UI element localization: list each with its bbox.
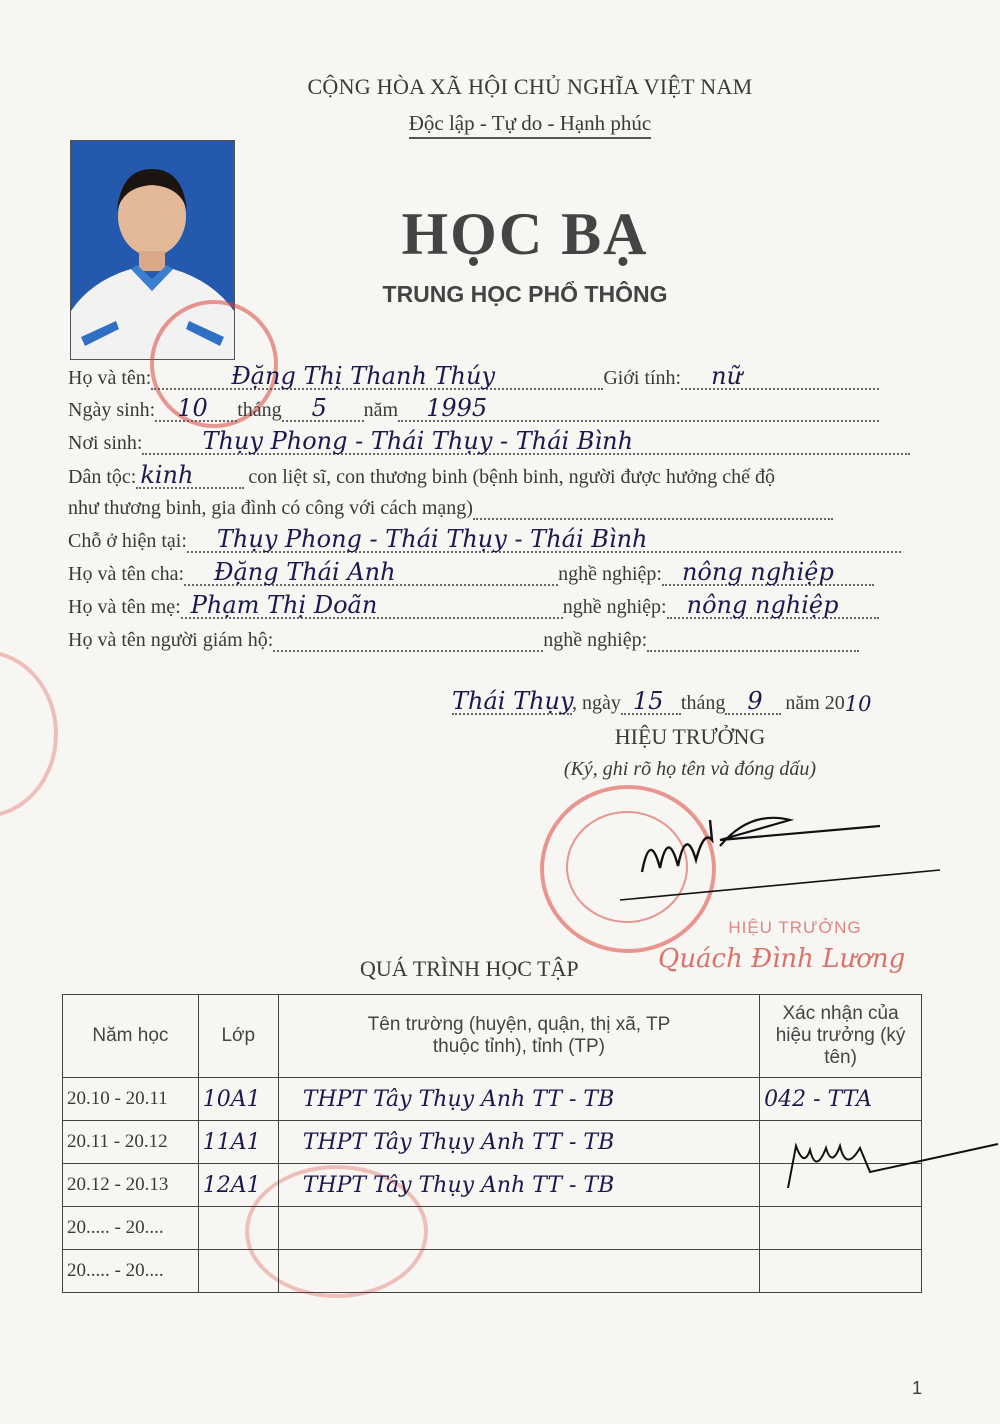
document-title: HỌC BẠ — [401, 201, 649, 267]
row-year: 20.12 - 20.13 — [63, 1164, 199, 1207]
signing-day-label: , ngày — [572, 692, 621, 714]
guardian-job-line — [647, 628, 859, 652]
ethnic-line — [136, 461, 244, 489]
row-year: 20..... - 20.... — [63, 1250, 199, 1293]
table-signature — [770, 1128, 1000, 1198]
signing-day-line — [621, 687, 681, 715]
ethnic-rest: con liệt sĩ, con thương binh (bệnh binh, người được hưởng chế độ — [248, 466, 776, 488]
dob-year-line — [398, 394, 879, 422]
mother-job: nông nghiệp — [686, 591, 839, 619]
gender-label: Giới tính: — [603, 367, 682, 389]
birthplace-line — [142, 427, 910, 455]
signing-place: Thái Thụy — [452, 687, 574, 715]
row-class: 12A1 — [198, 1164, 278, 1207]
name-row — [68, 362, 879, 394]
header-class: Lớp — [198, 995, 278, 1078]
ethnic-row — [68, 461, 776, 493]
mother-value: Phạm Thị Doãn — [190, 591, 378, 619]
motto — [0, 111, 1000, 136]
header-year: Năm học — [63, 995, 199, 1078]
mother-job-label: nghề nghiệp: — [562, 596, 667, 618]
name-value: Đặng Thị Thanh Thúy — [231, 362, 496, 390]
dob-label: Ngày sinh: — [68, 399, 156, 421]
row-class — [198, 1250, 278, 1293]
address-row — [68, 525, 901, 557]
signing-day: 15 — [632, 687, 664, 715]
address-line — [187, 525, 901, 553]
document-subtitle: TRUNG HỌC PHỔ THÔNG — [382, 281, 668, 307]
row-confirm — [760, 1207, 922, 1250]
gender-value: nữ — [711, 362, 743, 390]
birthplace-label: Nơi sinh: — [68, 432, 143, 454]
dob-row — [68, 394, 879, 426]
father-line — [184, 558, 558, 586]
guardian-label: Họ và tên người giám hộ: — [68, 629, 274, 651]
guardian-line — [273, 628, 543, 652]
ethnic-row-2 — [68, 496, 833, 524]
signing-year-label: năm 20 — [785, 692, 845, 714]
nation-header: CỘNG HÒA XÃ HỘI CHỦ NGHĨA VIỆT NAM — [307, 74, 753, 99]
name-label: Họ và tên: — [68, 367, 152, 389]
row-year: 20.10 - 20.11 — [63, 1078, 199, 1121]
signing-place-line — [452, 687, 574, 715]
signer-name-stamp: Quách Đình Lương — [658, 944, 906, 974]
table-row — [63, 1207, 922, 1250]
signing-year: 10 — [844, 692, 872, 716]
signing-month-line — [725, 687, 781, 715]
dob-month: 5 — [311, 394, 327, 422]
ethnic-line-2-dots — [473, 496, 833, 520]
address-value: Thụy Phong - Thái Thụy - Thái Bình — [216, 525, 648, 553]
signing-month: 9 — [747, 687, 763, 715]
year-label: năm — [363, 399, 399, 421]
father-job: nông nghiệp — [681, 558, 834, 586]
row-year: 20.11 - 20.12 — [63, 1121, 199, 1164]
header-school: Tên trường (huyện, quận, thị xã, TP thuộc tỉnh), tỉnh (TP) — [278, 995, 759, 1078]
month-label: tháng — [237, 399, 282, 421]
father-job-line — [662, 558, 874, 586]
mother-job-line — [667, 591, 879, 619]
signing-date — [452, 687, 872, 718]
row-school — [278, 1250, 759, 1293]
name-line — [151, 362, 603, 390]
history-title: QUÁ TRÌNH HỌC TẬP — [360, 956, 579, 981]
dob-month-line — [282, 394, 364, 422]
row-confirm: 042 - TTA — [760, 1078, 922, 1121]
principal-signature — [620, 800, 960, 910]
mother-label: Họ và tên mẹ: — [68, 596, 181, 618]
faded-stamp-left — [0, 650, 58, 818]
father-label: Họ và tên cha: — [68, 563, 185, 585]
row-year: 20..... - 20.... — [63, 1207, 199, 1250]
gender-line — [681, 362, 879, 390]
header-confirm: Xác nhận của hiệu trưởng (ký tên) — [760, 995, 922, 1078]
row-class: 11A1 — [198, 1121, 278, 1164]
history-header-row — [63, 995, 922, 1078]
dob-day: 10 — [177, 394, 208, 422]
address-label: Chỗ ở hiện tại: — [68, 530, 187, 552]
row-class: 10A1 — [198, 1078, 278, 1121]
father-value: Đặng Thái Anh — [214, 558, 396, 586]
principal-title: HIỆU TRƯỞNG — [614, 724, 766, 749]
motto-text: Độc lập - Tự do - Hạnh phúc — [409, 111, 652, 139]
birthplace-value: Thụy Phong - Thái Thụy - Thái Bình — [202, 427, 634, 455]
row-confirm — [760, 1250, 922, 1293]
mother-row — [68, 591, 879, 623]
guardian-row — [68, 628, 859, 656]
dob-day-line — [155, 394, 237, 422]
ethnic-label: Dân tộc: — [68, 466, 137, 488]
father-job-label: nghề nghiệp: — [558, 563, 662, 585]
signing-month-label: tháng — [680, 692, 726, 714]
table-row — [63, 1250, 922, 1293]
mother-line — [181, 591, 563, 619]
row-class — [198, 1207, 278, 1250]
signing-note: (Ký, ghi rõ họ tên và đóng dấu) — [563, 758, 817, 780]
guardian-job-label: nghề nghiệp: — [543, 629, 648, 651]
row-school — [278, 1207, 759, 1250]
title-stamp: HIỆU TRƯỞNG — [728, 918, 862, 937]
birthplace-row — [68, 427, 910, 459]
table-row — [63, 1078, 922, 1121]
dob-year: 1995 — [426, 394, 488, 422]
ethnic-line-2: như thương binh, gia đình có công với cách mạng) — [68, 497, 473, 519]
page-number: 1 — [912, 1378, 923, 1398]
ethnic-value: kinh — [140, 461, 194, 489]
father-row — [68, 558, 874, 590]
row-school: THPT Tây Thụy Anh TT - TB — [278, 1121, 759, 1164]
row-school: THPT Tây Thụy Anh TT - TB — [278, 1164, 759, 1207]
row-school: THPT Tây Thụy Anh TT - TB — [278, 1078, 759, 1121]
